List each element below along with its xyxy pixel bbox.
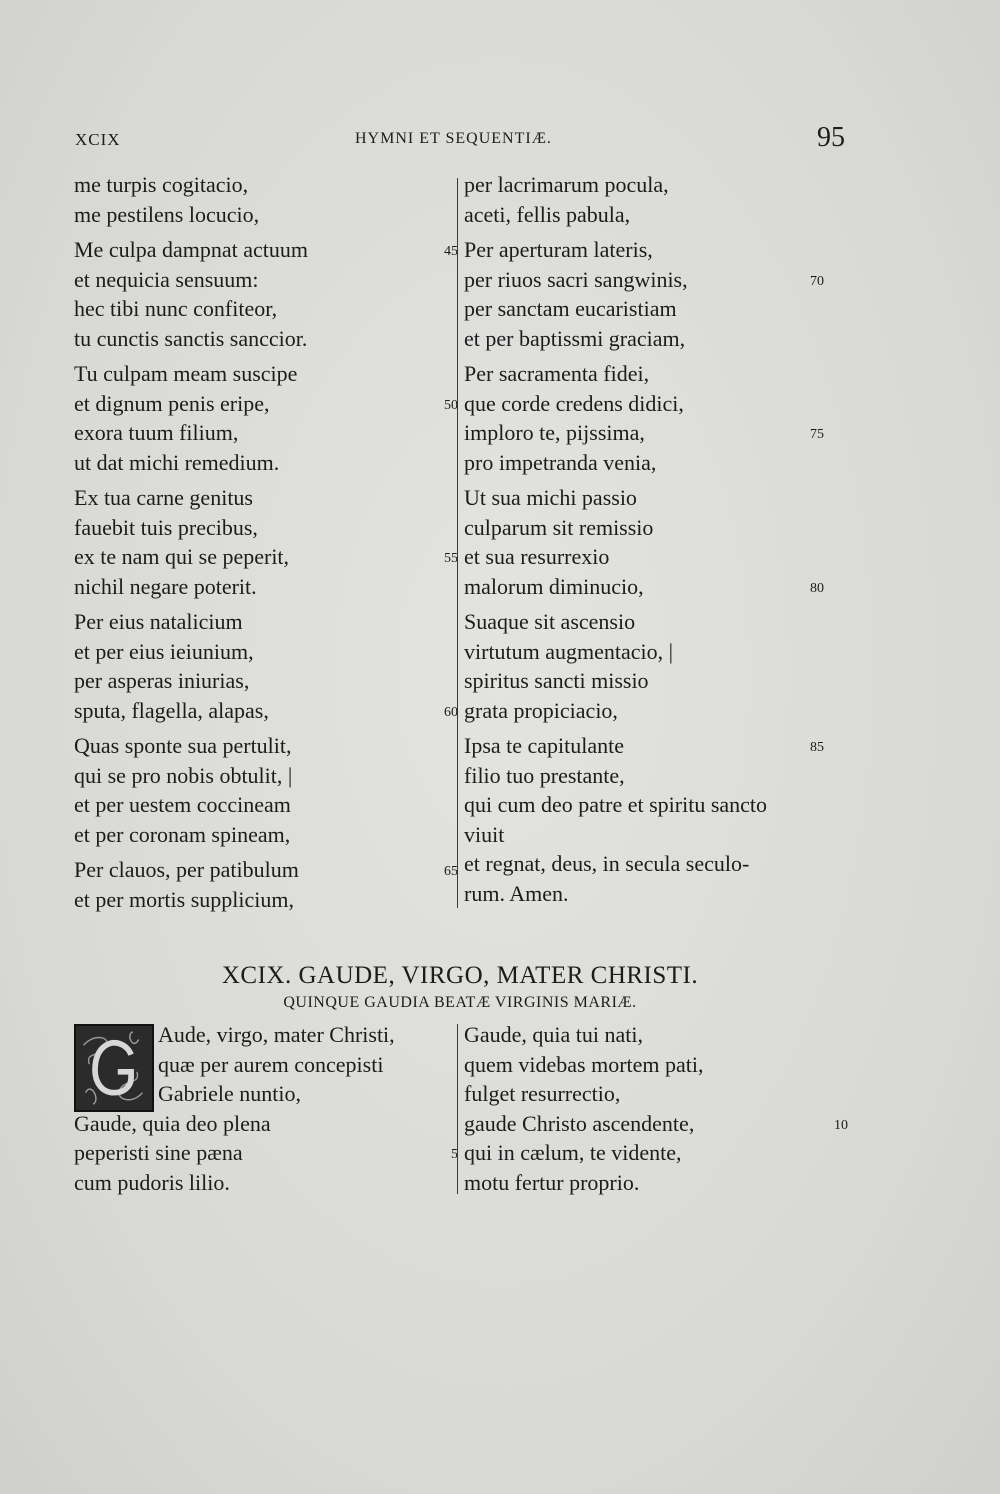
verse-text: fulget resurrectio, [464, 1081, 621, 1106]
line-number: 50 [444, 397, 458, 413]
verse-text: peperisti sine pæna [74, 1140, 243, 1165]
verse-text: me pestilens locucio, [74, 201, 260, 227]
hymn-left-column [74, 1020, 458, 1197]
verse-line [74, 731, 458, 761]
verse-line [464, 324, 848, 354]
verse-line [464, 666, 848, 696]
verse-text: motu fertur proprio. [464, 1169, 640, 1195]
verse-text: exora tuum filium, [74, 420, 239, 445]
verse-text: tu cunctis sanctis sanccior. [74, 325, 308, 351]
verse-text: Me culpa dampnat actuum [74, 237, 308, 262]
stanza [464, 235, 848, 353]
verse-line [74, 542, 458, 572]
verse-text: Per sacramenta fidei, [464, 361, 650, 386]
verse-text: me turpis cogitacio, [74, 172, 249, 197]
verse-line [74, 572, 458, 602]
verse-line [74, 170, 458, 200]
line-number: 10 [834, 1117, 848, 1133]
line-number: 45 [444, 244, 458, 259]
verse-line [74, 1109, 458, 1139]
line-number: 55 [444, 551, 458, 566]
verse-text: Ut sua michi passio [464, 485, 637, 510]
verse-line [74, 483, 458, 513]
verse-line [464, 1079, 848, 1109]
verse-line [74, 885, 458, 915]
stanza [74, 483, 458, 601]
verse-line [464, 542, 848, 572]
verse-line [74, 1050, 458, 1080]
left-column [74, 170, 458, 920]
verse-text: Per eius natalicium [74, 609, 243, 634]
verse-line [464, 572, 848, 602]
verse-text: cum pudoris lilio. [74, 1169, 230, 1195]
verse-line [464, 359, 848, 389]
verse-text: et per coronam spineam, [74, 821, 291, 847]
line-number: 60 [444, 704, 458, 720]
verse-text: Ex tua carne genitus [74, 485, 253, 510]
verse-text: que corde credens didici, [464, 390, 684, 416]
line-number: 65 [444, 864, 458, 879]
verse-line [464, 294, 848, 324]
verse-text: Gabriele nuntio, [158, 1081, 301, 1106]
verse-line [464, 731, 848, 761]
verse-line [464, 637, 848, 667]
verse-text: per lacrimarum pocula, [464, 172, 669, 197]
verse-line [74, 294, 458, 324]
verse-text: pro impetranda venia, [464, 449, 657, 475]
verse-line [74, 607, 458, 637]
line-number: 85 [810, 740, 824, 755]
verse-line [464, 448, 848, 478]
verse-line [74, 200, 458, 230]
verse-text: per riuos sacri sangwinis, [464, 266, 688, 292]
verse-line [464, 1050, 848, 1080]
verse-text: aceti, fellis pabula, [464, 201, 631, 227]
verse-text: gaude Christo ascendente, [464, 1110, 695, 1136]
verse-line [464, 513, 848, 543]
stanza [74, 359, 458, 477]
stanza [74, 170, 458, 229]
verse-line [464, 235, 848, 265]
line-number: 5 [451, 1147, 458, 1162]
verse-line [464, 389, 848, 419]
verse-line [74, 389, 458, 419]
verse-text: Gaude, quia deo plena [74, 1110, 271, 1136]
verse-text: Ipsa te capitulante [464, 733, 625, 758]
right-column [464, 170, 848, 914]
verse-text: filio tuo prestante, [464, 762, 625, 788]
verse-text: ut dat michi remedium. [74, 449, 280, 475]
verse-text: qui in cælum, te vidente, [464, 1140, 682, 1165]
stanza [464, 607, 848, 725]
verse-line [74, 820, 458, 850]
verse-text: et regnat, deus, in secula seculo- [464, 851, 750, 876]
stanza [464, 731, 848, 908]
verse-line [74, 1138, 458, 1168]
verse-line [464, 849, 848, 879]
verse-line [464, 761, 848, 791]
verse-text: grata propiciacio, [464, 697, 618, 723]
verse-line [74, 637, 458, 667]
verse-line [74, 448, 458, 478]
verse-text: hec tibi nunc confiteor, [74, 296, 278, 321]
stanza [74, 731, 458, 849]
verse-line [74, 696, 458, 726]
verse-text: sputa, flagella, alapas, [74, 697, 269, 723]
verse-text: et per uestem coccineam [74, 792, 291, 817]
verse-line [464, 1020, 848, 1050]
verse-line [74, 418, 458, 448]
verse-line [74, 513, 458, 543]
verse-text: quem videbas mortem pati, [464, 1051, 704, 1077]
verse-line [74, 790, 458, 820]
verse-text: per sanctam eucaristiam [464, 296, 677, 321]
verse-text: Suaque sit ascensio [464, 609, 636, 634]
verse-text: malorum diminucio, [464, 573, 644, 599]
verse-line [74, 761, 458, 791]
verse-text: et sua resurrexio [464, 544, 610, 569]
verse-text: et nequicia sensuum: [74, 266, 259, 292]
verse-text: Quas sponte sua pertulit, [74, 733, 292, 758]
hymn-title: XCIX. GAUDE, VIRGO, MATER CHRISTI. [221, 962, 699, 989]
stanza [464, 170, 848, 229]
verse-text: viuit [464, 821, 505, 847]
verse-text: quæ per aurem concepisti [158, 1051, 384, 1077]
verse-line [464, 265, 848, 295]
verse-text: Tu culpam meam suscipe [74, 361, 298, 386]
verse-text: rum. Amen. [464, 880, 569, 906]
verse-line [464, 820, 848, 850]
verse-text: Gaude, quia tui nati, [464, 1022, 644, 1047]
verse-line [464, 1109, 848, 1139]
verse-line [74, 265, 458, 295]
line-number: 75 [810, 427, 824, 442]
line-number: 80 [810, 580, 824, 596]
verse-line [74, 1079, 458, 1109]
stanza [74, 855, 458, 914]
page-number: 95 [817, 122, 845, 153]
verse-text: nichil negare poterit. [74, 573, 257, 599]
verse-text: Per clauos, per patibulum [74, 857, 299, 882]
verse-line [464, 607, 848, 637]
verse-line [74, 855, 458, 885]
verse-line [464, 1168, 848, 1198]
verse-line [464, 200, 848, 230]
verse-line [74, 324, 458, 354]
verse-text: per asperas iniurias, [74, 668, 250, 693]
verse-line [464, 879, 848, 909]
verse-line [464, 790, 848, 820]
verse-text: et dignum penis eripe, [74, 390, 270, 416]
verse-text: qui cum deo patre et spiritu sancto [464, 792, 768, 817]
verse-text: qui se pro nobis obtulit, | [74, 762, 293, 788]
hymn-right-column [464, 1020, 848, 1197]
verse-text: Per aperturam lateris, [464, 237, 653, 262]
verse-text: imploro te, pijssima, [464, 420, 645, 445]
line-number: 70 [810, 273, 824, 289]
verse-text: spiritus sancti missio [464, 668, 649, 693]
verse-line [74, 235, 458, 265]
stanza [74, 607, 458, 725]
verse-line [464, 418, 848, 448]
header-title: HYMNI ET SEQUENTIÆ. [355, 130, 552, 147]
stanza [74, 235, 458, 353]
verse-line [464, 483, 848, 513]
verse-text: ex te nam qui se peperit, [74, 544, 290, 569]
verse-text: fauebit tuis precibus, [74, 514, 258, 540]
verse-line [464, 1138, 848, 1168]
stanza [464, 483, 848, 601]
verse-text: virtutum augmentacio, | [464, 638, 674, 664]
verse-text: culparum sit remissio [464, 514, 654, 540]
verse-line [74, 1020, 458, 1050]
running-header [75, 122, 845, 162]
verse-line [464, 170, 848, 200]
hymn-subtitle: QUINQUE GAUDIA BEATÆ VIRGINIS MARIÆ. [283, 994, 637, 1011]
verse-text: et per eius ieiunium, [74, 638, 254, 664]
verse-line [74, 1168, 458, 1198]
header-section-number: XCIX [75, 130, 121, 149]
verse-line [74, 666, 458, 696]
verse-text: et per baptissmi graciam, [464, 325, 686, 351]
verse-line [74, 359, 458, 389]
verse-line [464, 696, 848, 726]
stanza [464, 359, 848, 477]
verse-text: et per mortis supplicium, [74, 886, 294, 912]
verse-text: Aude, virgo, mater Christi, [158, 1022, 395, 1047]
